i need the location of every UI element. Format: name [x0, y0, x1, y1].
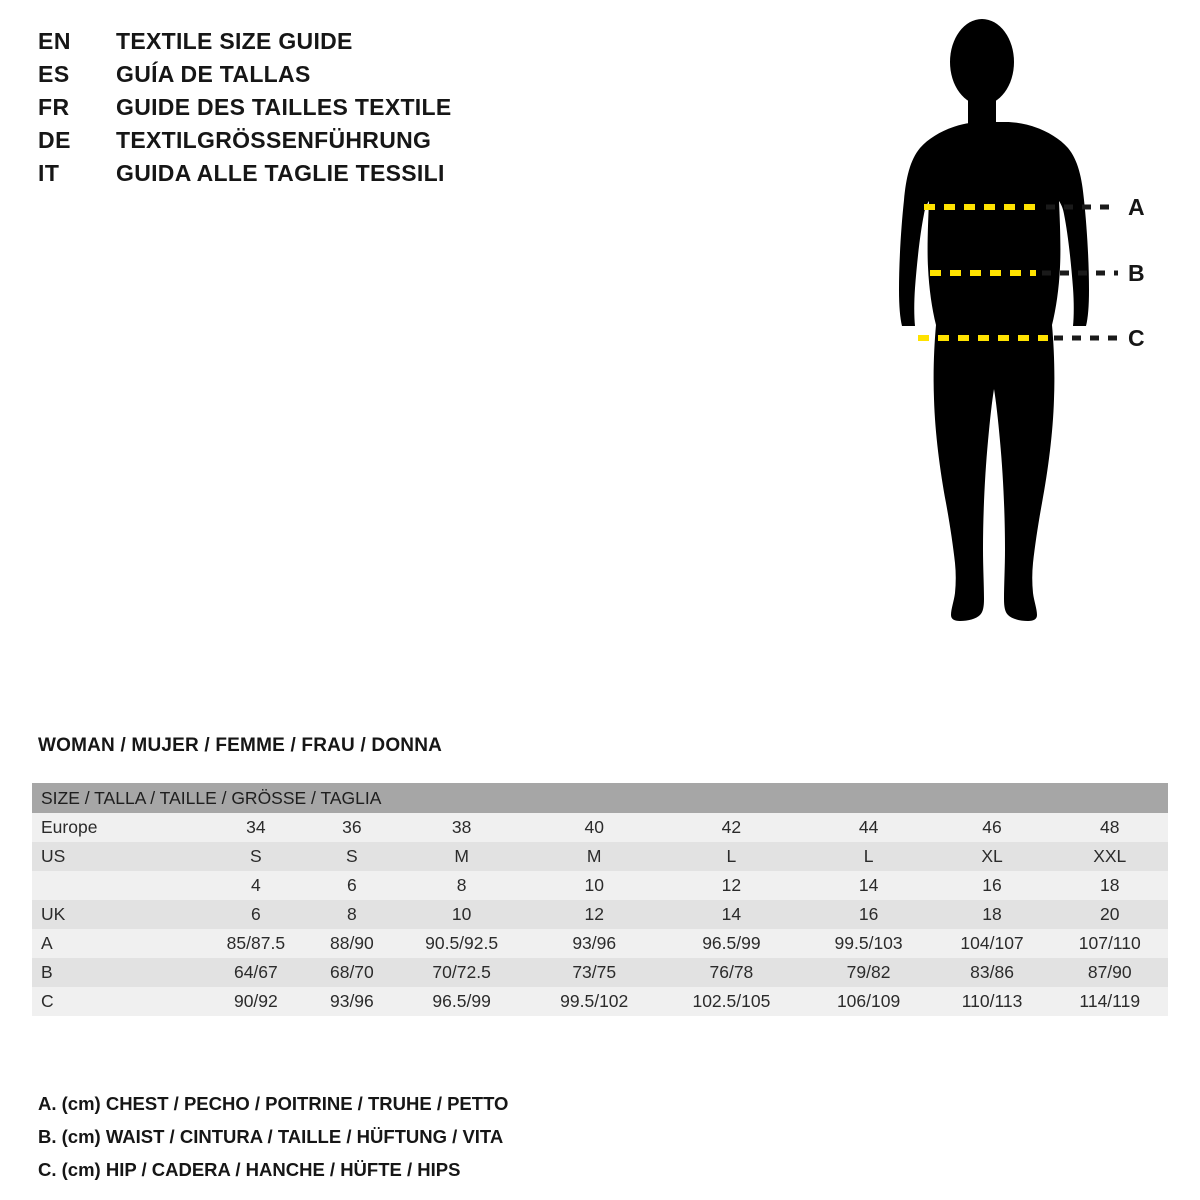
- cell-a-0: 85/87.5: [201, 929, 311, 958]
- cell-b-1: 68/70: [311, 958, 393, 987]
- row-label-europe: Europe: [32, 813, 201, 842]
- language-code-de: DE: [38, 127, 71, 153]
- cell-b-4: 76/78: [658, 958, 804, 987]
- cell-us-4: L: [658, 842, 804, 871]
- cell-europe-0: 34: [201, 813, 311, 842]
- marker-label-a: A: [1128, 194, 1145, 220]
- language-code-fr: FR: [38, 94, 70, 120]
- cell-uk-4: 14: [658, 900, 804, 929]
- cell-europe-6: 46: [933, 813, 1052, 842]
- title-row-es: [38, 61, 598, 94]
- title-block: [38, 28, 598, 193]
- cell-uk-0: 6: [201, 900, 311, 929]
- cell-uk-2: 10: [393, 900, 530, 929]
- cell-b-3: 73/75: [530, 958, 658, 987]
- cell-us-7: XXL: [1051, 842, 1168, 871]
- title-text-fr: GUIDE DES TAILLES TEXTILE: [116, 94, 452, 120]
- row-label-b: B: [32, 958, 201, 987]
- row-label-c: C: [32, 987, 201, 1016]
- cell-a-5: 99.5/103: [805, 929, 933, 958]
- cell-b-5: 79/82: [805, 958, 933, 987]
- language-code-es: ES: [38, 61, 70, 87]
- row-label-uk: UK: [32, 900, 201, 929]
- footnote-hip: C. (cm) HIP / CADERA / HANCHE / HÜFTE / HIPS: [38, 1159, 461, 1180]
- cell-us-6: XL: [933, 842, 1052, 871]
- cell-a-4: 96.5/99: [658, 929, 804, 958]
- title-row-it: [38, 160, 598, 193]
- woman-silhouette-shape: [899, 19, 1089, 621]
- table-row: [32, 958, 1168, 987]
- cell-c-5: 106/109: [805, 987, 933, 1016]
- cell-b-6: 83/86: [933, 958, 1052, 987]
- table-row: [32, 929, 1168, 958]
- cell-usnum-0: 4: [201, 871, 311, 900]
- cell-uk-6: 18: [933, 900, 1052, 929]
- cell-us-2: M: [393, 842, 530, 871]
- table-row: [32, 900, 1168, 929]
- cell-usnum-5: 14: [805, 871, 933, 900]
- language-code-en: EN: [38, 28, 71, 54]
- title-row-fr: [38, 94, 598, 127]
- title-text-de: TEXTILGRÖSSENFÜHRUNG: [116, 127, 432, 153]
- section-heading-woman: WOMAN / MUJER / FEMME / FRAU / DONNA: [38, 735, 443, 756]
- cell-us-1: S: [311, 842, 393, 871]
- cell-c-6: 110/113: [933, 987, 1052, 1016]
- row-label-a: A: [32, 929, 201, 958]
- cell-uk-3: 12: [530, 900, 658, 929]
- cell-usnum-4: 12: [658, 871, 804, 900]
- cell-c-1: 93/96: [311, 987, 393, 1016]
- silhouette-svg: [860, 10, 1190, 740]
- cell-a-3: 93/96: [530, 929, 658, 958]
- cell-europe-5: 44: [805, 813, 933, 842]
- cell-c-3: 99.5/102: [530, 987, 658, 1016]
- row-label-us-numeric: [32, 871, 201, 900]
- footnote-waist: B. (cm) WAIST / CINTURA / TAILLE / HÜFTUNG / VITA: [38, 1126, 504, 1147]
- female-body-figure: [860, 10, 1190, 740]
- cell-usnum-2: 8: [393, 871, 530, 900]
- footnote-chest: A. (cm) CHEST / PECHO / POITRINE / TRUHE / PETTO: [38, 1093, 509, 1114]
- table-row: [32, 842, 1168, 871]
- cell-a-1: 88/90: [311, 929, 393, 958]
- cell-usnum-7: 18: [1051, 871, 1168, 900]
- marker-label-b: B: [1128, 260, 1145, 286]
- cell-us-5: L: [805, 842, 933, 871]
- table-row: [32, 813, 1168, 842]
- row-label-us: US: [32, 842, 201, 871]
- cell-europe-4: 42: [658, 813, 804, 842]
- cell-c-0: 90/92: [201, 987, 311, 1016]
- language-code-it: IT: [38, 160, 60, 186]
- cell-c-2: 96.5/99: [393, 987, 530, 1016]
- cell-c-4: 102.5/105: [658, 987, 804, 1016]
- marker-label-c: C: [1128, 325, 1145, 351]
- cell-europe-7: 48: [1051, 813, 1168, 842]
- cell-europe-1: 36: [311, 813, 393, 842]
- cell-b-0: 64/67: [201, 958, 311, 987]
- cell-uk-1: 8: [311, 900, 393, 929]
- cell-europe-2: 38: [393, 813, 530, 842]
- cell-b-2: 70/72.5: [393, 958, 530, 987]
- cell-uk-7: 20: [1051, 900, 1168, 929]
- footnotes: [38, 1087, 838, 1186]
- cell-a-6: 104/107: [933, 929, 1052, 958]
- cell-c-7: 114/119: [1051, 987, 1168, 1016]
- cell-b-7: 87/90: [1051, 958, 1168, 987]
- cell-a-7: 107/110: [1051, 929, 1168, 958]
- size-table: [32, 783, 1168, 1016]
- table-row: [32, 871, 1168, 900]
- title-text-en: TEXTILE SIZE GUIDE: [116, 28, 353, 54]
- title-row-en: [38, 28, 598, 61]
- cell-europe-3: 40: [530, 813, 658, 842]
- table-header-label: SIZE / TALLA / TAILLE / GRÖSSE / TAGLIA: [32, 783, 1168, 813]
- cell-usnum-6: 16: [933, 871, 1052, 900]
- table-header-row: [32, 783, 1168, 813]
- cell-us-3: M: [530, 842, 658, 871]
- cell-us-0: S: [201, 842, 311, 871]
- cell-a-2: 90.5/92.5: [393, 929, 530, 958]
- title-row-de: [38, 127, 598, 160]
- cell-uk-5: 16: [805, 900, 933, 929]
- title-text-es: GUÍA DE TALLAS: [116, 61, 311, 87]
- title-text-it: GUIDA ALLE TAGLIE TESSILI: [116, 160, 445, 186]
- cell-usnum-1: 6: [311, 871, 393, 900]
- table-row: [32, 987, 1168, 1016]
- cell-usnum-3: 10: [530, 871, 658, 900]
